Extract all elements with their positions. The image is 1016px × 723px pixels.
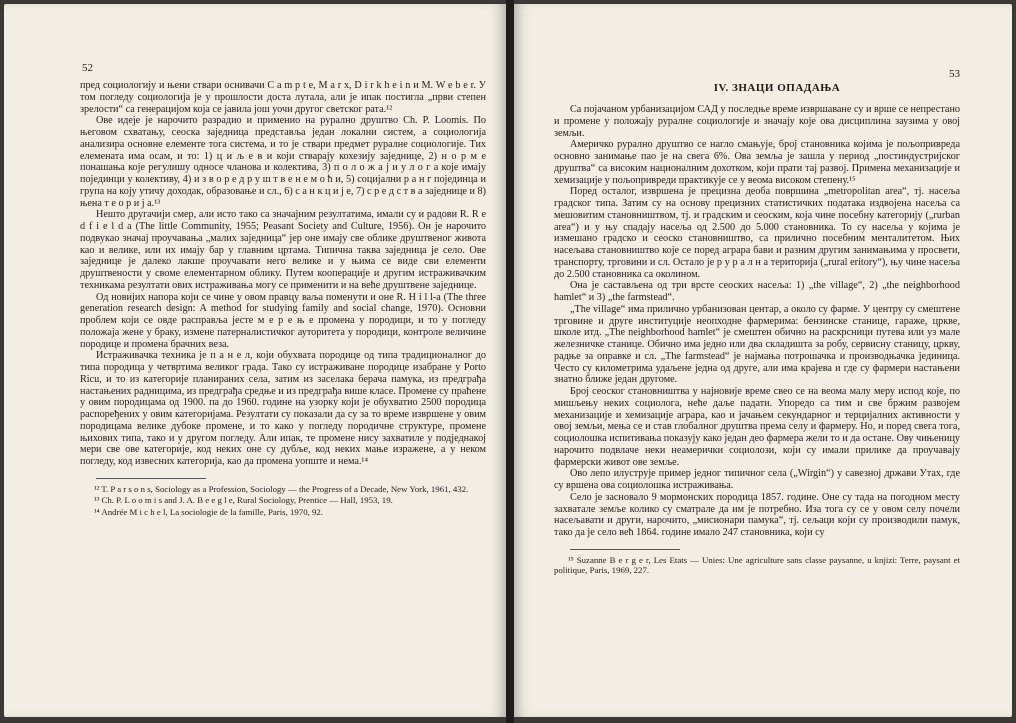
paragraph: Нешто другачији смер, али исто тако са значајним резултатима, имали су и радови R. R e d f i e l d a (The little Community, 1955; Peasant Society and Culture, 1956). Он је нарочито подвукао значај проучавања „малих заједница“ јер оне имају све облике друштвеног живота као и велике, или их имају бар у главним цртама. Типична таква заједница је село. Ове заједнице је далеко лакше проучавати него велике и у њима се виде сви елементи друштвености у своме елементарном облику. Путем кооперације и другим истраживачким техникама резултати ових истраживања могу се применити и на веће друштвене заједнице. (80, 209, 486, 291)
paragraph: Ове идеје је нарочито разрадио и применио на рурално друштво Ch. P. Loomis. По његовом схватању, сеоска заједница представља један локални систем, а социологија анализира основне елементе тога система, и то је ствари предмет руралне социологије. Тих елемената има осам, и то: 1) ц и љ е в и који стварају кохезију заједнице, 2) н о р м е понашања које регулишу односе чланова и колектива, 3) п о л о ж а ј и у л о г а које имају појединци у колективу, 4) и з в о р е д р у ш т в е н е м о ћ и, 5) социјални р а н г појединца и група на коју утичу доходак, образовање и сл., 6) с а н к ц и ј е, 7) с р е д с т в а заједнице и 8) њена т е о р и ј а.¹³ (80, 115, 486, 209)
footnote-divider (96, 478, 206, 479)
paragraph: „The village“ има прилично урбанизован центар, а около су фарме. У центру су смештене трговине и друге институције неопходне фармерима: бензинске станице, гараже, цркве, школе итд. „The neighborhood hamlet“ је смештен обично на раскрсници путева или уз мале железничке станице. Обично има једно или два складишта за робу, сервисну станицу, цркву, радње за оправке и сл. „The farmstead“ је најмања потрошачка и производњачка јединица. Често су километрима удаљене једна од друге, али има крајева и где су фармери настањени знатно ближе један другоме. (554, 303, 960, 386)
footnote-divider (570, 549, 680, 550)
book-gutter (506, 0, 514, 723)
footnote: ¹⁵ Suzanne B e r g e r, Les Etats — Unies: Une agriculture sans classe paysanne, u knjizi: Terre, paysant et politique, Paris, 1969, 227. (554, 554, 960, 576)
paragraph: Број сеоског становништва у најновије време свео се на веома малу меру испод које, по мишљењу неких социолога, неће даље падати. Упоредо са тим и све бржим развојем механизације и хемизације аграра, као и јачањем секундарног и терцијалних активности у овој земљи, мења се и став глобалног друштва према селу и фармеру. Но, и поред свега тога, социолошка испитивања показују како један део фармера жели то и да остане. Ову чињеницу нарочито подвлаче неки неамерички социолози, који су имали прилике да проучавају фармерски живот ове земље. (554, 386, 960, 468)
footnote: ¹² T. P a r s o n s, Sociology as a Profession, Sociology — the Progress of a Decade, New York, 1961, 432. (94, 483, 469, 494)
chapter-heading: IV. ЗНАЦИ ОПАДАЊА (713, 82, 841, 94)
right-page (514, 4, 1012, 717)
paragraph: Са појачаном урбанизацијом САД у последње време извршаване су и врше се непрестано и промене у положају руралне социологије и значају које ова дисциплина заузима у овој земљи. (554, 104, 960, 139)
paragraph: Она је састављена од три врсте сеоских насеља: 1) „the village“, 2) „the neighborhood hamlet“ и 3) „the farmstead“. (554, 280, 960, 303)
body-text (80, 80, 486, 468)
paragraph: Село је засновало 9 мормонских породица 1857. године. Оне су тада на погодном месту захватале земље колико су сматрале да им је потребно. Иза тога су се у овом селу почели насељавати и други, нарочито, „мисионари памука“, тј. сељаци који су производили памук, тако да је село већ 1864. године имало 247 становника, који су (554, 491, 960, 538)
paragraph: Америчко рурално друштво се нагло смањује, број становника којима је пољопривреда основно занимање пао је на свега 6%. Ова земља је зашла у период „постиндустријског друштва“ са високим националним дохотком, који прати тај развој. Примена механизације и хемизације у пољопривреди практикује се у веома високом степену.¹⁵ (554, 139, 960, 186)
page-number: 53 (949, 68, 960, 80)
paragraph: Ово лепо илуструје пример једног типичног села („Wirgin“) у савезној држави Утах, где су вршена ова социолошка истраживања. (554, 468, 960, 491)
body-text (554, 104, 960, 539)
page-number: 52 (82, 62, 93, 74)
left-page (4, 4, 506, 717)
paragraph: Од новијих напора који се чине у овом правцу ваља поменути и оне R. H i l l-a (The three generation research design: A method for studying family and social change, 1970). Основни проблем који се овде расправља јесте м е р е њ е промена у породици, и то у погледу положаја жене у браку, измене патерналистичког ауторитета у породици, контроле величине породице и промена брачних веза. (80, 291, 486, 350)
paragraph: Поред осталог, извршена је прецизна деоба површина „metropolitan area“, тј. насеља градског типа. Затим су на основу прецизних статистичких података издвојена насеља са мешовитим становништвом, тј. и градским и сеоским, која чине посебну категорију („rurban area“) и у њу спадају насеља од 2.500 до 5.000 становника. То су насеља у којима је измешано градско и сеоско становништво, са прилично посебним менталитетом. Њих насељава становништво које се поред аграра бави и разним другим занимањима у просвети, транспорту, трговини и сл. Остало је р у р а л н а територија („rural eritory“), њу чине насеља до 2.500 становника са околином. (554, 186, 960, 280)
paragraph: Истраживачка техника је п а н е л, који обухвата породице од типа традиционалног до типа породица у четвртима великог града. Тако су истраживане породице изабране у Porto Ricu, и то из категорије планираних села, затим из заселака берача памука, из предграђа настањених радницима, из предграђа средње и из предграђа више класе. Промене су праћене у овим породицама од 1900. па до 1960. године на узорку који је обухватио 2500 породица распоређених у овим категоријама. Резултати су показали да су за то време извршене у овим породицама велике дубоке промене, и то како у погледу породичне структуре, промене њихових типа, тако и у другом погледу. Али ипак, те промене нису захватиле у подједнакој мери све ове категорије, код неких оне су дубље, код неких мање изражене, а у неком погледу, код извесних категорија, као да промена уопште и нема.¹⁴ (80, 350, 486, 467)
footnotes (554, 555, 960, 576)
footnotes (80, 484, 486, 517)
footnote: ¹³ Ch. P. L o o m i s and J. A. B e e g l e, Rural Sociology, Prentice — Hall, 1953, 19. (94, 495, 393, 506)
paragraph: пред социологију и њени ствари оснивачи C a m p t e, M a r x, D i r k h e i n и M. W e b e r. У том погледу социологија је у прошлости доста лутала, али је ипак постигла „први степен зрелости“ са генерацијом која се јавила још уочи другог светског рата.¹² (80, 80, 486, 115)
footnote: ¹⁴ Andrée M i c h e l, La sociologie de la famille, Paris, 1970, 92. (94, 506, 323, 517)
